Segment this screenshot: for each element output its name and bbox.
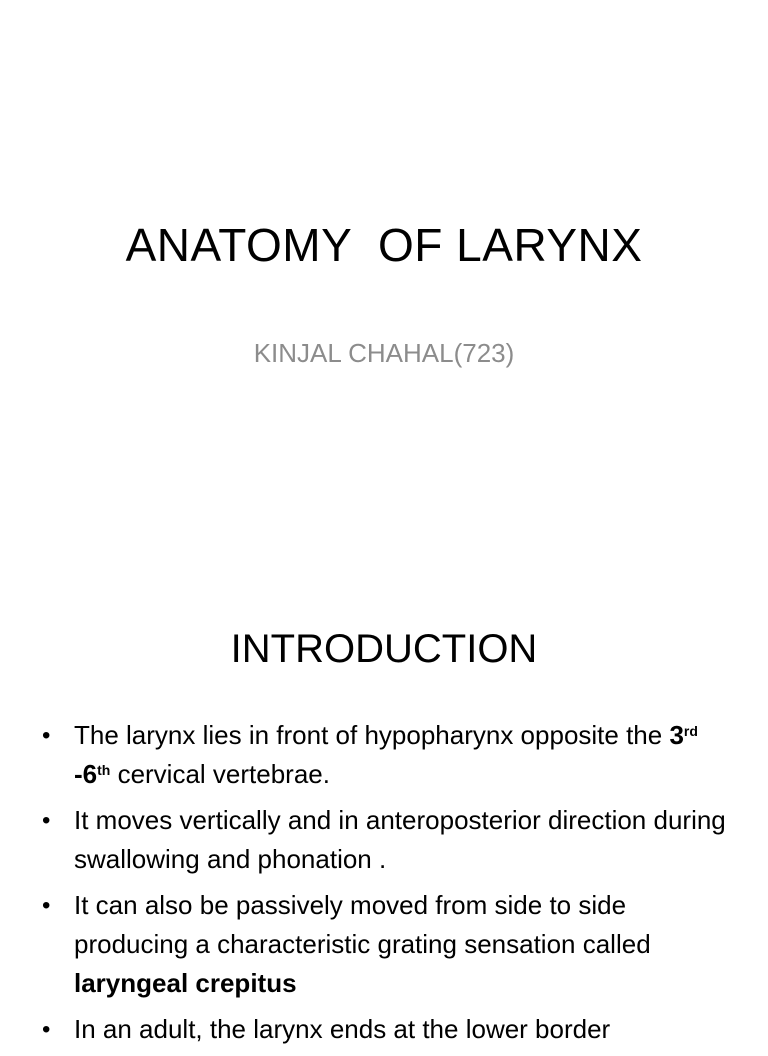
bullet-icon: • xyxy=(42,892,51,919)
list-item xyxy=(40,886,730,1003)
bullet-text: It moves vertically and in anteroposterior direction during swallowing and phonation . xyxy=(74,805,726,874)
presentation-title: ANATOMY OF LARYNX xyxy=(125,219,643,271)
superscript: rd xyxy=(683,723,698,739)
bullet-bold-text: laryngeal crepitus xyxy=(74,968,297,998)
bullet-text: cervical vertebrae. xyxy=(110,759,330,789)
presenter-name: KINJAL CHAHAL(723) xyxy=(253,338,515,368)
bullet-icon: • xyxy=(42,722,51,749)
superscript: th xyxy=(97,762,111,778)
bullet-icon: • xyxy=(42,807,51,834)
bullet-text: In an adult, the larynx ends at the lower border xyxy=(74,1014,611,1044)
list-item xyxy=(40,1010,730,1049)
list-item xyxy=(40,801,730,879)
bullet-bold-text: 3 xyxy=(669,720,684,750)
list-item xyxy=(40,716,730,794)
section-heading: INTRODUCTION xyxy=(230,627,538,671)
bullet-list xyxy=(40,716,730,1056)
bullet-text: It can also be passively moved from side to side producing a characteristic grating sensation called xyxy=(74,890,651,959)
bullet-bold-text: -6 xyxy=(74,759,98,789)
bullet-icon: • xyxy=(42,1016,51,1043)
introduction-slide xyxy=(0,576,768,1044)
bullet-text: The larynx lies in front of hypopharynx opposite the xyxy=(74,720,670,750)
